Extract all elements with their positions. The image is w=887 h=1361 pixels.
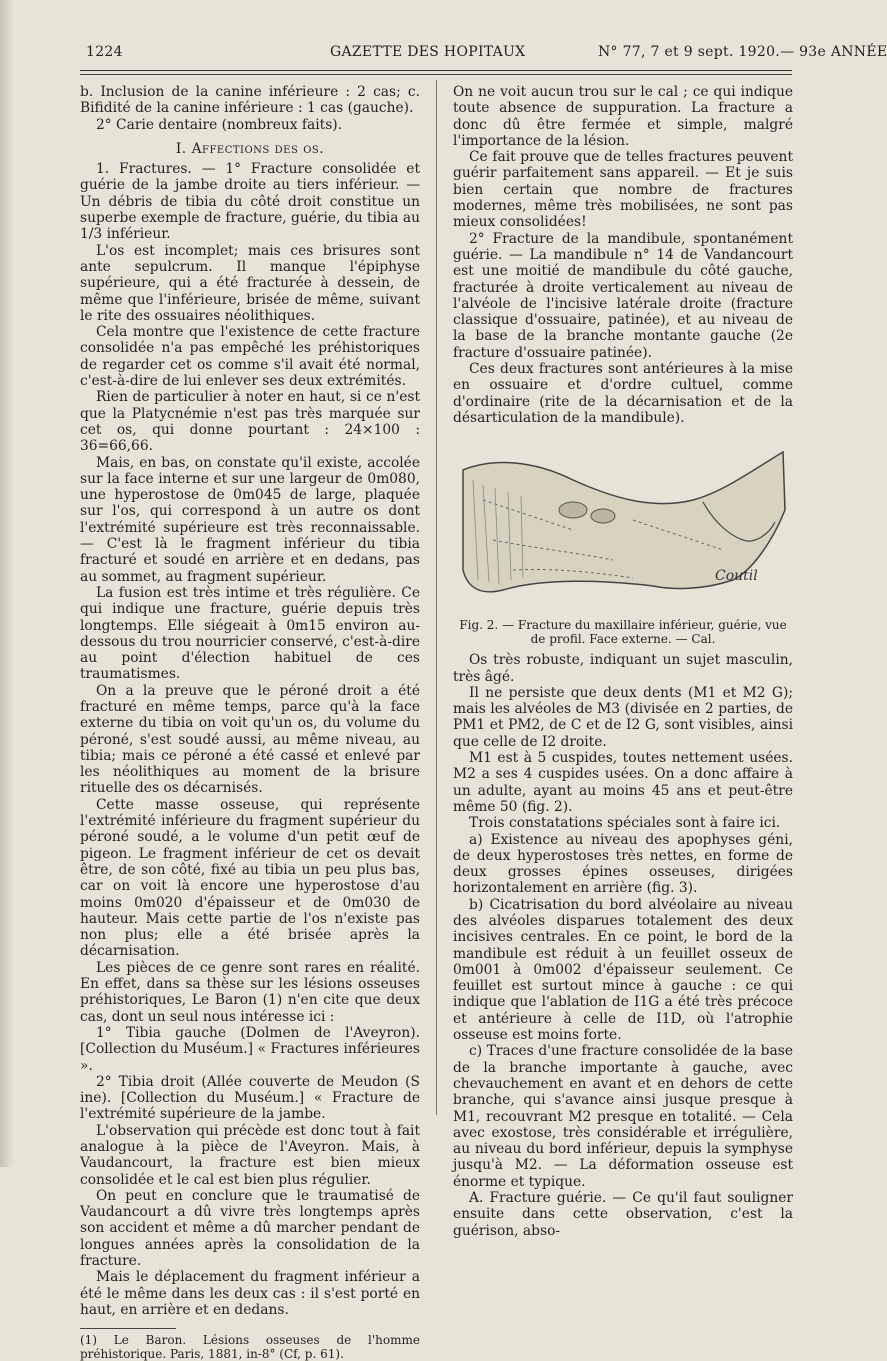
issue-info: N° 77, 7 et 9 sept. 1920.— 93e ANNÉE: [598, 44, 887, 60]
footnote-rule: [80, 1328, 176, 1329]
paragraph: On a la preuve que le péroné droit a été fracturé en même temps, parce qu'à la face externe du tibia on voit qu'un os, du volume du péroné, s'est soudé aussi, au même niveau, au tibia; mais ce péroné a été cassé et enlevé par les néolithiques au moment de la brisure rituelle des os décarnisés.: [80, 682, 420, 797]
mandible-drawing: [453, 440, 793, 610]
paragraph: Cela montre que l'existence de cette fracture consolidée n'a pas empêché les préhistoriques de regarder cet os comme s'il avait été normal, c'est-à-dire de lui enlever ses deux extrémités.: [80, 324, 420, 390]
left-column: [80, 84, 420, 1361]
paragraph: 2° Tibia droit (Allée couverte de Meudon (S ine). [Collection du Muséum.] « Fracture de l'extrémité supérieure de la jambe.: [80, 1073, 420, 1123]
header-rule-thin: [80, 74, 792, 75]
paragraph: b. Inclusion de la canine inférieure : 2 cas; c. Bifidité de la canine inférieure : 1 cas (gauche).: [80, 84, 420, 117]
mandible-figure: [453, 440, 793, 610]
paragraph: On ne voit aucun trou sur le cal ; ce qui indique toute absence de suppuration. La fracture a donc dû être fermée et simple, malgré l'importance de la lésion.: [453, 84, 793, 149]
header-rule: [80, 70, 792, 71]
paragraph: 2° Fracture de la mandibule, spontanément guérie. — La mandibule n° 14 de Vandancourt est une moitié de mandibule du côté gauche, fracturée à droite verticalement au niveau de l'alvéole de l'incisive latérale droite (fracture classique d'ossuaire, patinée), et au niveau de la base de la branche montante gauche (2e fracture d'ossuaire patinée).: [453, 230, 793, 361]
footnote: (1) Le Baron. Lésions osseuses de l'homme préhistorique. Paris, 1881, in-8° (Cf, p. 61).: [80, 1333, 420, 1361]
paragraph: M1 est à 5 cuspides, toutes nettement usées. M2 a ses 4 cuspides usées. On a donc affaire à un adulte, ayant au moins 45 ans et peut-être même 50 (fig. 2).: [453, 750, 793, 815]
paragraph: Rien de particulier à noter en haut, si ce n'est que la Platycnémie n'est pas très marquée sur cet os, qui donne pourtant : 24×100 : 36=66,66.: [80, 389, 420, 455]
paragraph: Les pièces de ce genre sont rares en réalité. En effet, dans sa thèse sur les lésions osseuses préhistoriques, Le Baron (1) n'en cite que deux cas, dont un seul nous intéresse ici :: [80, 959, 420, 1025]
paragraph: Mais le déplacement du fragment inférieur a été le même dans les deux cas : il s'est porté en haut, en arrière et en dedans.: [80, 1269, 420, 1318]
paragraph: L'os est incomplet; mais ces brisures sont ante sepulcrum. Il manque l'épiphyse supérieure, qui a été fracturée à dessein, de même que l'inférieure, brisée de même, suivant le rite des ossuaires néolithiques.: [80, 242, 420, 324]
artist-signature: Coutil: [715, 568, 758, 585]
paragraph: A. Fracture guérie. — Ce qu'il faut souligner ensuite dans cette observation, c'est la guérison, abso-: [453, 1190, 793, 1239]
paragraph: On peut en conclure que le traumatisé de Vaudancourt a dû vivre très longtemps après son accident et même a dû marcher pendant de longues années après la consolidation de la fracture.: [80, 1187, 420, 1270]
paragraph: L'observation qui précède est donc tout à fait analogue à la pièce de l'Aveyron. Mais, à Vaudancourt, la fracture est bien mieux consolidée et le cal est bien plus régulier.: [80, 1122, 420, 1188]
paragraph: Ces deux fractures sont antérieures à la mise en ossuaire et d'ordre cultuel, comme d'ordinaire (rite de la décarnisation et de la désarticulation de la mandibule).: [453, 361, 793, 426]
paragraph: Mais, en bas, on constate qu'il existe, accolée sur la face interne et sur une largeur de 0m080, une hyperostose de 0m045 de large, plaquée sur l'os, qui correspond à un autre os dont l'extrémité supérieure est très reconnaissable. — C'est là le fragment inférieur du tibia fracturé et soudé en arrière et en dedans, pas au sommet, au fragment supérieur.: [80, 454, 420, 585]
figure-caption: Fig. 2. — Fracture du maxillaire inférieur, guérie, vue de profil. Face externe. — Cal.: [459, 618, 787, 647]
journal-title: GAZETTE DES HOPITAUX: [330, 44, 526, 60]
paragraph: 1° Tibia gauche (Dolmen de l'Aveyron). [Collection du Muséum.] « Fractures inférieures ».: [80, 1024, 420, 1074]
paragraph: 1. Fractures. — 1° Fracture consolidée et guérie de la jambe droite au tiers inférieur. — Un débris de tibia du côté droit constitue un superbe exemple de fracture, guérie, du tibia au 1/3 inférieur.: [80, 161, 420, 243]
paragraph: Il ne persiste que deux dents (M1 et M2 G); mais les alvéoles de M3 (divisée en 2 parties, de PM1 et PM2, de C et de I2 G, sont visibles, ainsi que celle de I2 droite.: [453, 684, 793, 750]
paragraph: c) Traces d'une fracture consolidée de la base de la branche importante à gauche, avec chevauchement en avant et en dehors de cette branche, qui s'avance ainsi jusque presque à M1, recouvrant M2 presque en totalité. — Cela avec exostose, très considérable et irrégulière, au niveau du bord inférieur, depuis la symphyse jusqu'à M2. — La déformation osseuse est énorme et typique.: [453, 1043, 793, 1190]
paragraph: b) Cicatrisation du bord alvéolaire au niveau des alvéoles disparues totalement des deux incisives centrales. En ce point, le bord de la mandibule est réduit à un feuillet osseux de 0m001 à 0m002 d'épaisseur seulement. Ce feuillet est surtout mince à gauche : ce qui indique que l'ablation de I1G a été très précoce et antérieure à celle de I1D, où l'atrophie osseuse est moins forte.: [453, 896, 793, 1044]
paragraph: La fusion est très intime et très régulière. Ce qui indique une fracture, guérie depuis très longtemps. Elle siégeait à 0m15 environ au-dessous du trou nourricier conservé, c'est-à-dire au point d'élection habituel de ces traumatismes.: [80, 584, 420, 683]
running-header: [0, 40, 887, 74]
paragraph: a) Existence au niveau des apophyses géni, de deux hyperostoses très nettes, en forme de deux grosses épines osseuses, dirigées horizontalement en arrière (fig. 3).: [453, 831, 793, 897]
paragraph: Cette masse osseuse, qui représente l'extrémité inférieure du fragment supérieur du péroné soudé, a le volume d'un petit œuf de pigeon. Le fragment inférieur de cet os devait être, de son côté, fixé au tibia un peu plus bas, car on voit là encore une hyperostose d'au moins 0m020 d'épaisseur et de 0m030 de hauteur. Mais cette partie de l'os n'existe pas non plus; elle a été brisée après la décarnisation.: [80, 796, 420, 960]
section-heading: I. Affections des os.: [175, 140, 325, 157]
paragraph: Os très robuste, indiquant un sujet masculin, très âgé.: [453, 652, 793, 685]
paragraph: Ce fait prouve que de telles fractures peuvent guérir parfaitement sans appareil. — Et je suis bien certain que nombre de fractures modernes, même très mobilisées, ne sont pas mieux consolidées!: [453, 149, 793, 231]
paragraph: Trois constatations spéciales sont à faire ici.: [469, 815, 781, 832]
right-column: [453, 84, 793, 1239]
page-spine-shadow: [0, 0, 14, 1167]
column-separator: [436, 80, 437, 1115]
page-number: 1224: [86, 44, 123, 60]
paragraph: 2° Carie dentaire (nombreux faits).: [96, 116, 343, 133]
